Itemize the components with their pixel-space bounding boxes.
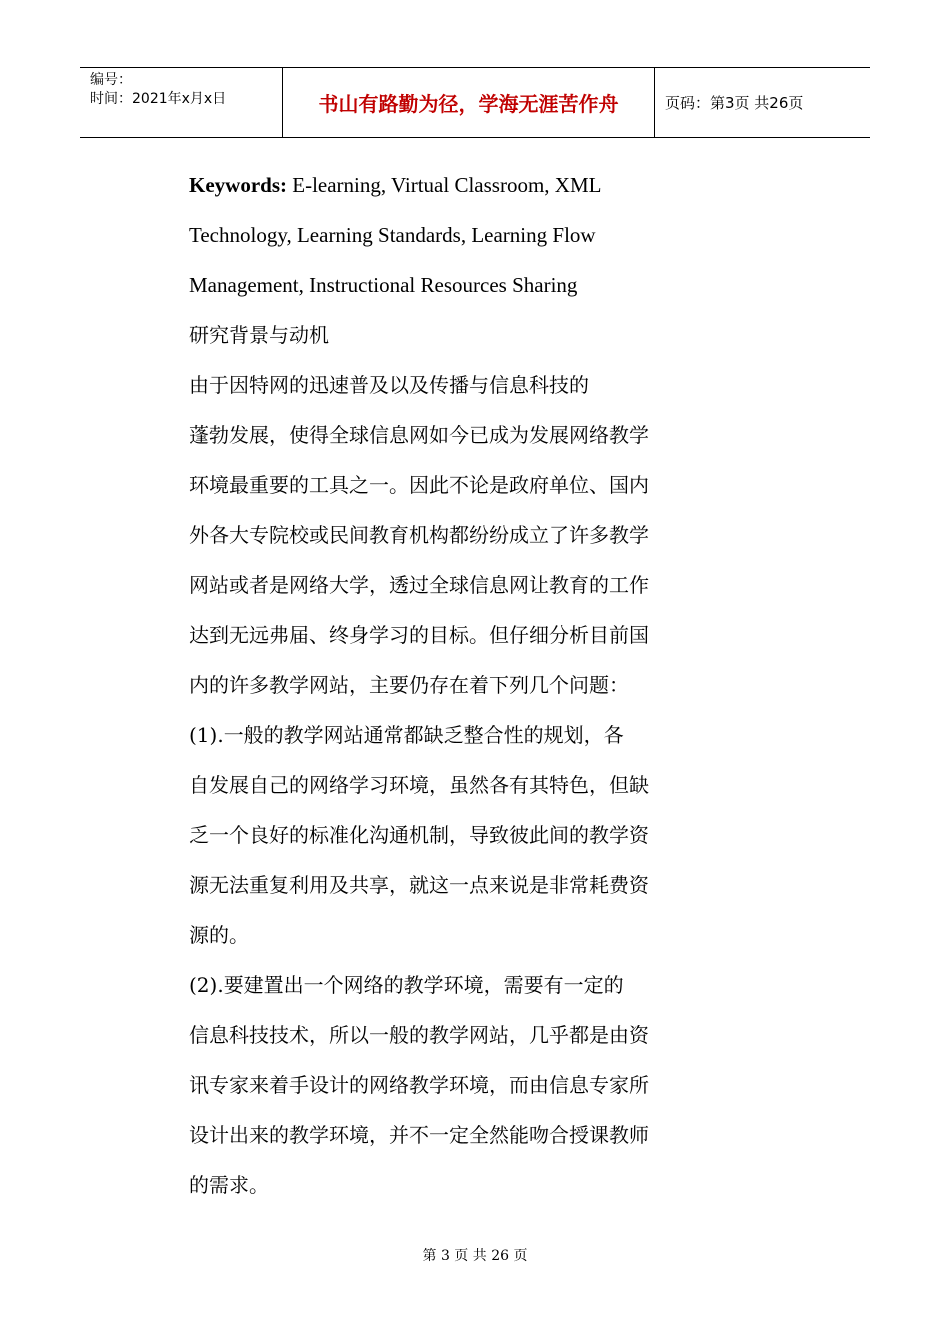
page-header xyxy=(80,67,870,138)
header-meta xyxy=(80,68,282,137)
paragraph-line: 源的。 xyxy=(189,923,249,947)
section-heading: 研究背景与动机 xyxy=(189,323,329,347)
paragraph-line: 信息科技技术，所以一般的教学网站，几乎都是由资 xyxy=(189,1023,649,1047)
paragraph-line: 环境最重要的工具之一。因此不论是政府单位、国内 xyxy=(189,473,649,497)
paragraph-line: 达到无远弗届、终身学习的目标。但仔细分析目前国 xyxy=(189,623,649,647)
paragraph-line: 蓬勃发展，使得全球信息网如今已成为发展网络教学 xyxy=(189,423,649,447)
page-footer: 第 3 页 共 26 页 xyxy=(422,1248,528,1264)
keywords-line-3: Management, Instructional Resources Sharing xyxy=(189,273,578,297)
paragraph-line: 源无法重复利用及共享，就这一点来说是非常耗费资 xyxy=(189,873,649,897)
paragraph-line: 网站或者是网络大学，透过全球信息网让教育的工作 xyxy=(189,573,649,597)
keywords-label: Keywords: xyxy=(189,173,287,197)
paragraph-line: 自发展自己的网络学习环境，虽然各有其特色，但缺 xyxy=(189,773,649,797)
keywords-text-1: E-learning, Virtual Classroom, XML xyxy=(287,173,602,197)
paragraph-line: 设计出来的教学环境，并不一定全然能吻合授课教师 xyxy=(189,1123,649,1147)
document-number-label: 编号： xyxy=(90,72,132,88)
keywords-line-1 xyxy=(189,160,709,210)
paragraph-line: 的需求。 xyxy=(189,1173,269,1197)
paragraph-line: 乏一个良好的标准化沟通机制，导致彼此间的教学资 xyxy=(189,823,649,847)
paragraph-line: 讯专家来着手设计的网络教学环境，而由信息专家所 xyxy=(189,1073,649,1097)
document-body xyxy=(189,160,709,1210)
paragraph-line: 内的许多教学网站，主要仍存在着下列几个问题： xyxy=(189,673,629,697)
paragraph-line: (1).一般的教学网站通常都缺乏整合性的规划，各 xyxy=(189,723,624,747)
header-page-info: 页码：第3页 共26页 xyxy=(665,94,804,112)
paragraph-line: 由于因特网的迅速普及以及传播与信息科技的 xyxy=(189,373,589,397)
paragraph-line: (2).要建置出一个网络的教学环境，需要有一定的 xyxy=(189,973,624,997)
keywords-line-2: Technology, Learning Standards, Learning Flow xyxy=(189,223,596,247)
paragraph-line: 外各大专院校或民间教育机构都纷纷成立了许多教学 xyxy=(189,523,649,547)
header-motto: 书山有路勤为径，学海无涯苦作舟 xyxy=(282,68,655,137)
document-time-label: 时间：2021年x月x日 xyxy=(90,91,227,107)
